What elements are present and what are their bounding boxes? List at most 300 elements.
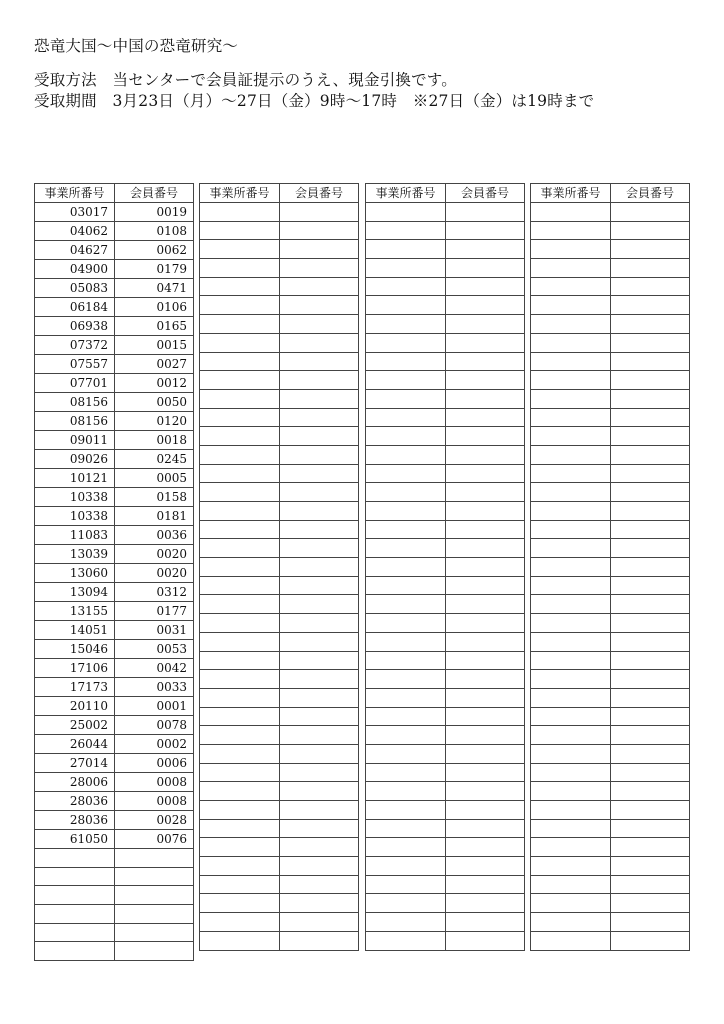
- office-number-cell: [366, 315, 446, 334]
- office-number-cell: [200, 894, 280, 913]
- office-number-cell: [531, 296, 611, 315]
- member-number-cell: [446, 221, 525, 240]
- member-number-cell: [446, 744, 525, 763]
- office-number-cell: [200, 707, 280, 726]
- office-number-cell: [366, 240, 446, 259]
- member-number-cell: [280, 203, 359, 222]
- member-number-cell: [446, 763, 525, 782]
- member-number-cell: [446, 352, 525, 371]
- table-row: [366, 221, 525, 240]
- office-number-cell: [200, 371, 280, 390]
- office-number-cell: 05083: [35, 279, 115, 298]
- office-number-cell: [531, 520, 611, 539]
- table-row: [366, 801, 525, 820]
- office-number-cell: [531, 558, 611, 577]
- member-number-cell: [446, 931, 525, 950]
- table-row: [531, 558, 690, 577]
- table-row: [35, 393, 194, 412]
- member-number-cell: [280, 277, 359, 296]
- table-row: [35, 450, 194, 469]
- member-number-cell: [446, 259, 525, 278]
- office-number-cell: [366, 838, 446, 857]
- member-number-cell: 0006: [115, 754, 194, 773]
- office-number-cell: [200, 558, 280, 577]
- member-number-cell: [611, 427, 690, 446]
- member-number-cell: [446, 445, 525, 464]
- table-row: [200, 782, 359, 801]
- office-number-cell: [200, 240, 280, 259]
- member-number-cell: [611, 632, 690, 651]
- member-number-cell: 0158: [115, 488, 194, 507]
- office-number-cell: [35, 849, 115, 868]
- member-number-cell: [611, 408, 690, 427]
- office-number-cell: [200, 801, 280, 820]
- table-row: [366, 408, 525, 427]
- table-row: [35, 241, 194, 260]
- table-row: [366, 240, 525, 259]
- office-number-cell: [200, 857, 280, 876]
- table-row: [366, 707, 525, 726]
- table-row: [366, 744, 525, 763]
- office-number-cell: [531, 315, 611, 334]
- member-number-cell: 0108: [115, 222, 194, 241]
- member-number-cell: [280, 707, 359, 726]
- member-number-cell: [115, 849, 194, 868]
- member-number-cell: [446, 913, 525, 932]
- member-number-cell: [611, 296, 690, 315]
- member-number-cell: 0106: [115, 298, 194, 317]
- office-number-cell: [531, 857, 611, 876]
- office-number-header: 事業所番号: [366, 184, 446, 203]
- office-number-cell: 04900: [35, 260, 115, 279]
- office-number-cell: [366, 203, 446, 222]
- member-number-cell: 0245: [115, 450, 194, 469]
- table-row: [531, 614, 690, 633]
- table-row: [531, 333, 690, 352]
- table-row: [366, 595, 525, 614]
- office-number-cell: 13060: [35, 564, 115, 583]
- member-number-cell: [611, 483, 690, 502]
- office-number-cell: [366, 595, 446, 614]
- office-number-cell: [531, 763, 611, 782]
- office-number-cell: 03017: [35, 203, 115, 222]
- member-number-cell: [611, 801, 690, 820]
- member-number-cell: 0076: [115, 830, 194, 849]
- member-number-cell: 0165: [115, 317, 194, 336]
- office-number-cell: [200, 651, 280, 670]
- member-number-cell: [611, 203, 690, 222]
- member-number-cell: [611, 576, 690, 595]
- table-row: [366, 688, 525, 707]
- page-title: 恐竜大国～中国の恐竜研究～: [34, 37, 239, 55]
- office-number-cell: 17173: [35, 678, 115, 697]
- office-number-cell: [200, 408, 280, 427]
- member-number-cell: [611, 277, 690, 296]
- office-number-cell: [366, 408, 446, 427]
- table-row: [200, 819, 359, 838]
- member-number-cell: [280, 333, 359, 352]
- member-number-cell: [611, 744, 690, 763]
- member-number-cell: 0012: [115, 374, 194, 393]
- table-row: [531, 670, 690, 689]
- table-row: [531, 894, 690, 913]
- member-number-cell: [446, 371, 525, 390]
- member-number-cell: [280, 819, 359, 838]
- office-number-cell: 13155: [35, 602, 115, 621]
- table-row: [366, 651, 525, 670]
- member-number-cell: 0042: [115, 659, 194, 678]
- member-number-cell: 0020: [115, 545, 194, 564]
- office-number-cell: 15046: [35, 640, 115, 659]
- table-row: [366, 558, 525, 577]
- member-number-cell: 0001: [115, 697, 194, 716]
- office-number-cell: [531, 277, 611, 296]
- office-number-cell: [200, 539, 280, 558]
- office-number-cell: [366, 857, 446, 876]
- office-number-cell: 07557: [35, 355, 115, 374]
- member-number-cell: [446, 427, 525, 446]
- office-number-cell: [531, 838, 611, 857]
- table-row: [200, 558, 359, 577]
- table-row: [531, 707, 690, 726]
- member-number-cell: 0179: [115, 260, 194, 279]
- member-number-cell: 0018: [115, 431, 194, 450]
- pickup-period: 受取期間 3月23日（月）～27日（金）9時～17時 ※27日（金）は19時まで: [34, 92, 595, 110]
- member-number-cell: [611, 651, 690, 670]
- office-number-cell: [200, 520, 280, 539]
- office-number-cell: [200, 483, 280, 502]
- table-row: [200, 670, 359, 689]
- table-row: [531, 296, 690, 315]
- office-number-cell: [200, 838, 280, 857]
- table-row: [35, 583, 194, 602]
- member-number-cell: [446, 632, 525, 651]
- table-row: [35, 488, 194, 507]
- office-number-cell: [531, 408, 611, 427]
- office-number-cell: [200, 875, 280, 894]
- office-number-cell: [200, 595, 280, 614]
- member-number-cell: [611, 333, 690, 352]
- member-number-cell: [446, 782, 525, 801]
- office-number-cell: [531, 632, 611, 651]
- office-number-cell: 04627: [35, 241, 115, 260]
- table-row: [200, 259, 359, 278]
- member-number-cell: [280, 744, 359, 763]
- member-number-cell: [611, 838, 690, 857]
- table-row: [531, 315, 690, 334]
- member-number-cell: 0027: [115, 355, 194, 374]
- member-number-cell: 0015: [115, 336, 194, 355]
- table-row: [531, 277, 690, 296]
- member-number-cell: [611, 464, 690, 483]
- member-number-cell: [611, 259, 690, 278]
- table-row: [531, 744, 690, 763]
- table-row: [366, 838, 525, 857]
- office-number-cell: [200, 352, 280, 371]
- table-row: [531, 389, 690, 408]
- member-number-cell: [446, 539, 525, 558]
- office-number-cell: [366, 483, 446, 502]
- table-row: [200, 875, 359, 894]
- member-number-cell: [446, 651, 525, 670]
- office-number-cell: [366, 632, 446, 651]
- office-number-cell: [200, 913, 280, 932]
- member-number-cell: [280, 857, 359, 876]
- table-row: [531, 520, 690, 539]
- office-number-cell: 20110: [35, 697, 115, 716]
- office-number-cell: [200, 576, 280, 595]
- member-number-cell: [446, 595, 525, 614]
- member-table-2: [199, 183, 359, 951]
- member-number-cell: [611, 763, 690, 782]
- table-row: [531, 931, 690, 950]
- member-number-cell: [446, 670, 525, 689]
- table-row: [200, 801, 359, 820]
- table-row: [366, 763, 525, 782]
- member-number-cell: [280, 558, 359, 577]
- member-number-cell: [611, 726, 690, 745]
- member-number-cell: 0019: [115, 203, 194, 222]
- table-row: [531, 913, 690, 932]
- member-number-cell: [280, 670, 359, 689]
- office-number-header: 事業所番号: [531, 184, 611, 203]
- member-number-cell: [280, 221, 359, 240]
- office-number-cell: [200, 464, 280, 483]
- office-number-cell: [366, 371, 446, 390]
- table-row: [35, 279, 194, 298]
- table-row: [35, 317, 194, 336]
- table-row: [35, 678, 194, 697]
- table-row: [35, 716, 194, 735]
- member-number-cell: [611, 931, 690, 950]
- office-number-cell: [531, 651, 611, 670]
- member-number-cell: [446, 240, 525, 259]
- table-row: [35, 640, 194, 659]
- member-number-cell: [280, 651, 359, 670]
- member-number-cell: [446, 707, 525, 726]
- member-number-cell: [611, 520, 690, 539]
- member-number-header: 会員番号: [280, 184, 359, 203]
- office-number-header: 事業所番号: [200, 184, 280, 203]
- table-row: [531, 651, 690, 670]
- member-number-cell: [611, 558, 690, 577]
- table-row: [35, 659, 194, 678]
- office-number-cell: [531, 464, 611, 483]
- table-row: [35, 203, 194, 222]
- office-number-cell: [200, 632, 280, 651]
- member-number-cell: 0471: [115, 279, 194, 298]
- office-number-cell: [366, 520, 446, 539]
- member-number-cell: [280, 259, 359, 278]
- table-row: [366, 464, 525, 483]
- table-row: [366, 352, 525, 371]
- table-row: [200, 427, 359, 446]
- office-number-cell: [366, 539, 446, 558]
- office-number-cell: [366, 389, 446, 408]
- table-row: [35, 602, 194, 621]
- member-number-cell: [611, 614, 690, 633]
- table-row: [35, 355, 194, 374]
- office-number-cell: [531, 744, 611, 763]
- table-row: [531, 502, 690, 521]
- table-row: [531, 688, 690, 707]
- office-number-cell: [366, 614, 446, 633]
- member-number-cell: [446, 483, 525, 502]
- member-number-cell: [280, 688, 359, 707]
- office-number-cell: 06184: [35, 298, 115, 317]
- table-row: [200, 389, 359, 408]
- member-number-cell: [280, 315, 359, 334]
- member-number-cell: [280, 614, 359, 633]
- member-number-cell: [280, 445, 359, 464]
- office-number-cell: [200, 427, 280, 446]
- table-row: [200, 333, 359, 352]
- member-number-cell: [446, 576, 525, 595]
- office-number-cell: [531, 576, 611, 595]
- office-number-cell: [366, 259, 446, 278]
- table-row: [35, 298, 194, 317]
- table-row: [200, 464, 359, 483]
- table-row: [366, 726, 525, 745]
- office-number-cell: [366, 894, 446, 913]
- member-number-cell: [611, 819, 690, 838]
- table-row: [35, 526, 194, 545]
- office-number-cell: 17106: [35, 659, 115, 678]
- member-number-cell: [611, 688, 690, 707]
- member-number-cell: [446, 464, 525, 483]
- office-number-cell: 10121: [35, 469, 115, 488]
- member-number-cell: 0120: [115, 412, 194, 431]
- table-row: [200, 203, 359, 222]
- member-number-cell: [446, 333, 525, 352]
- member-number-cell: 0053: [115, 640, 194, 659]
- office-number-cell: [531, 389, 611, 408]
- member-number-cell: [280, 240, 359, 259]
- office-number-cell: [531, 333, 611, 352]
- office-number-cell: [200, 315, 280, 334]
- office-number-cell: [200, 221, 280, 240]
- member-number-cell: [280, 763, 359, 782]
- office-number-cell: 61050: [35, 830, 115, 849]
- member-number-cell: [611, 221, 690, 240]
- table-row: [531, 483, 690, 502]
- table-row: [366, 203, 525, 222]
- office-number-cell: 11083: [35, 526, 115, 545]
- table-row: [200, 296, 359, 315]
- table-row: [35, 849, 194, 868]
- office-number-cell: [200, 614, 280, 633]
- member-number-cell: 0020: [115, 564, 194, 583]
- member-number-cell: 0028: [115, 811, 194, 830]
- table-row: [366, 259, 525, 278]
- office-number-cell: [200, 670, 280, 689]
- table-row: [531, 408, 690, 427]
- member-number-cell: [280, 352, 359, 371]
- member-number-cell: [446, 203, 525, 222]
- member-number-cell: [280, 576, 359, 595]
- table-row: [531, 782, 690, 801]
- table-row: [35, 905, 194, 924]
- table-row: [35, 336, 194, 355]
- pickup-method: 受取方法 当センターで会員証提示のうえ、現金引換です。: [34, 71, 457, 89]
- table-row: [35, 564, 194, 583]
- table-row: [366, 782, 525, 801]
- table-row: [531, 726, 690, 745]
- table-row: [366, 931, 525, 950]
- table-row: [531, 763, 690, 782]
- office-number-cell: [531, 483, 611, 502]
- table-row: [200, 520, 359, 539]
- office-number-cell: [200, 389, 280, 408]
- table-row: [531, 352, 690, 371]
- office-number-cell: [366, 913, 446, 932]
- office-number-cell: [531, 894, 611, 913]
- member-number-header: 会員番号: [446, 184, 525, 203]
- member-number-cell: 0033: [115, 678, 194, 697]
- office-number-cell: 09011: [35, 431, 115, 450]
- table-row: [35, 697, 194, 716]
- member-number-cell: [446, 819, 525, 838]
- table-row: [200, 352, 359, 371]
- table-row: [366, 445, 525, 464]
- office-number-cell: [531, 371, 611, 390]
- table-row: [531, 819, 690, 838]
- member-number-cell: 0181: [115, 507, 194, 526]
- table-row: [531, 838, 690, 857]
- table-row: [366, 632, 525, 651]
- member-number-cell: 0031: [115, 621, 194, 640]
- table-row: [35, 942, 194, 961]
- table-row: [200, 744, 359, 763]
- member-number-cell: [280, 502, 359, 521]
- office-number-cell: [531, 240, 611, 259]
- table-row: [200, 277, 359, 296]
- member-number-cell: [446, 315, 525, 334]
- member-number-cell: [446, 801, 525, 820]
- office-number-cell: [366, 277, 446, 296]
- member-number-cell: [611, 857, 690, 876]
- table-row: [200, 838, 359, 857]
- table-row: [531, 875, 690, 894]
- table-row: [35, 469, 194, 488]
- member-number-cell: [446, 520, 525, 539]
- member-number-cell: [280, 913, 359, 932]
- office-number-cell: [531, 931, 611, 950]
- table-row: [531, 539, 690, 558]
- table-row: [531, 857, 690, 876]
- table-row: [531, 371, 690, 390]
- table-row: [366, 670, 525, 689]
- table-row: [200, 726, 359, 745]
- office-number-cell: [200, 296, 280, 315]
- office-number-cell: [531, 595, 611, 614]
- table-row: [35, 735, 194, 754]
- office-number-cell: [531, 875, 611, 894]
- office-number-cell: [200, 259, 280, 278]
- member-number-cell: 0062: [115, 241, 194, 260]
- member-number-header: 会員番号: [115, 184, 194, 203]
- member-number-cell: [280, 520, 359, 539]
- office-number-cell: 09026: [35, 450, 115, 469]
- office-number-cell: [531, 445, 611, 464]
- member-number-cell: [280, 389, 359, 408]
- office-number-cell: [531, 539, 611, 558]
- office-number-cell: [200, 726, 280, 745]
- table-row: [531, 259, 690, 278]
- table-row: [200, 857, 359, 876]
- office-number-cell: 10338: [35, 488, 115, 507]
- member-number-cell: [611, 670, 690, 689]
